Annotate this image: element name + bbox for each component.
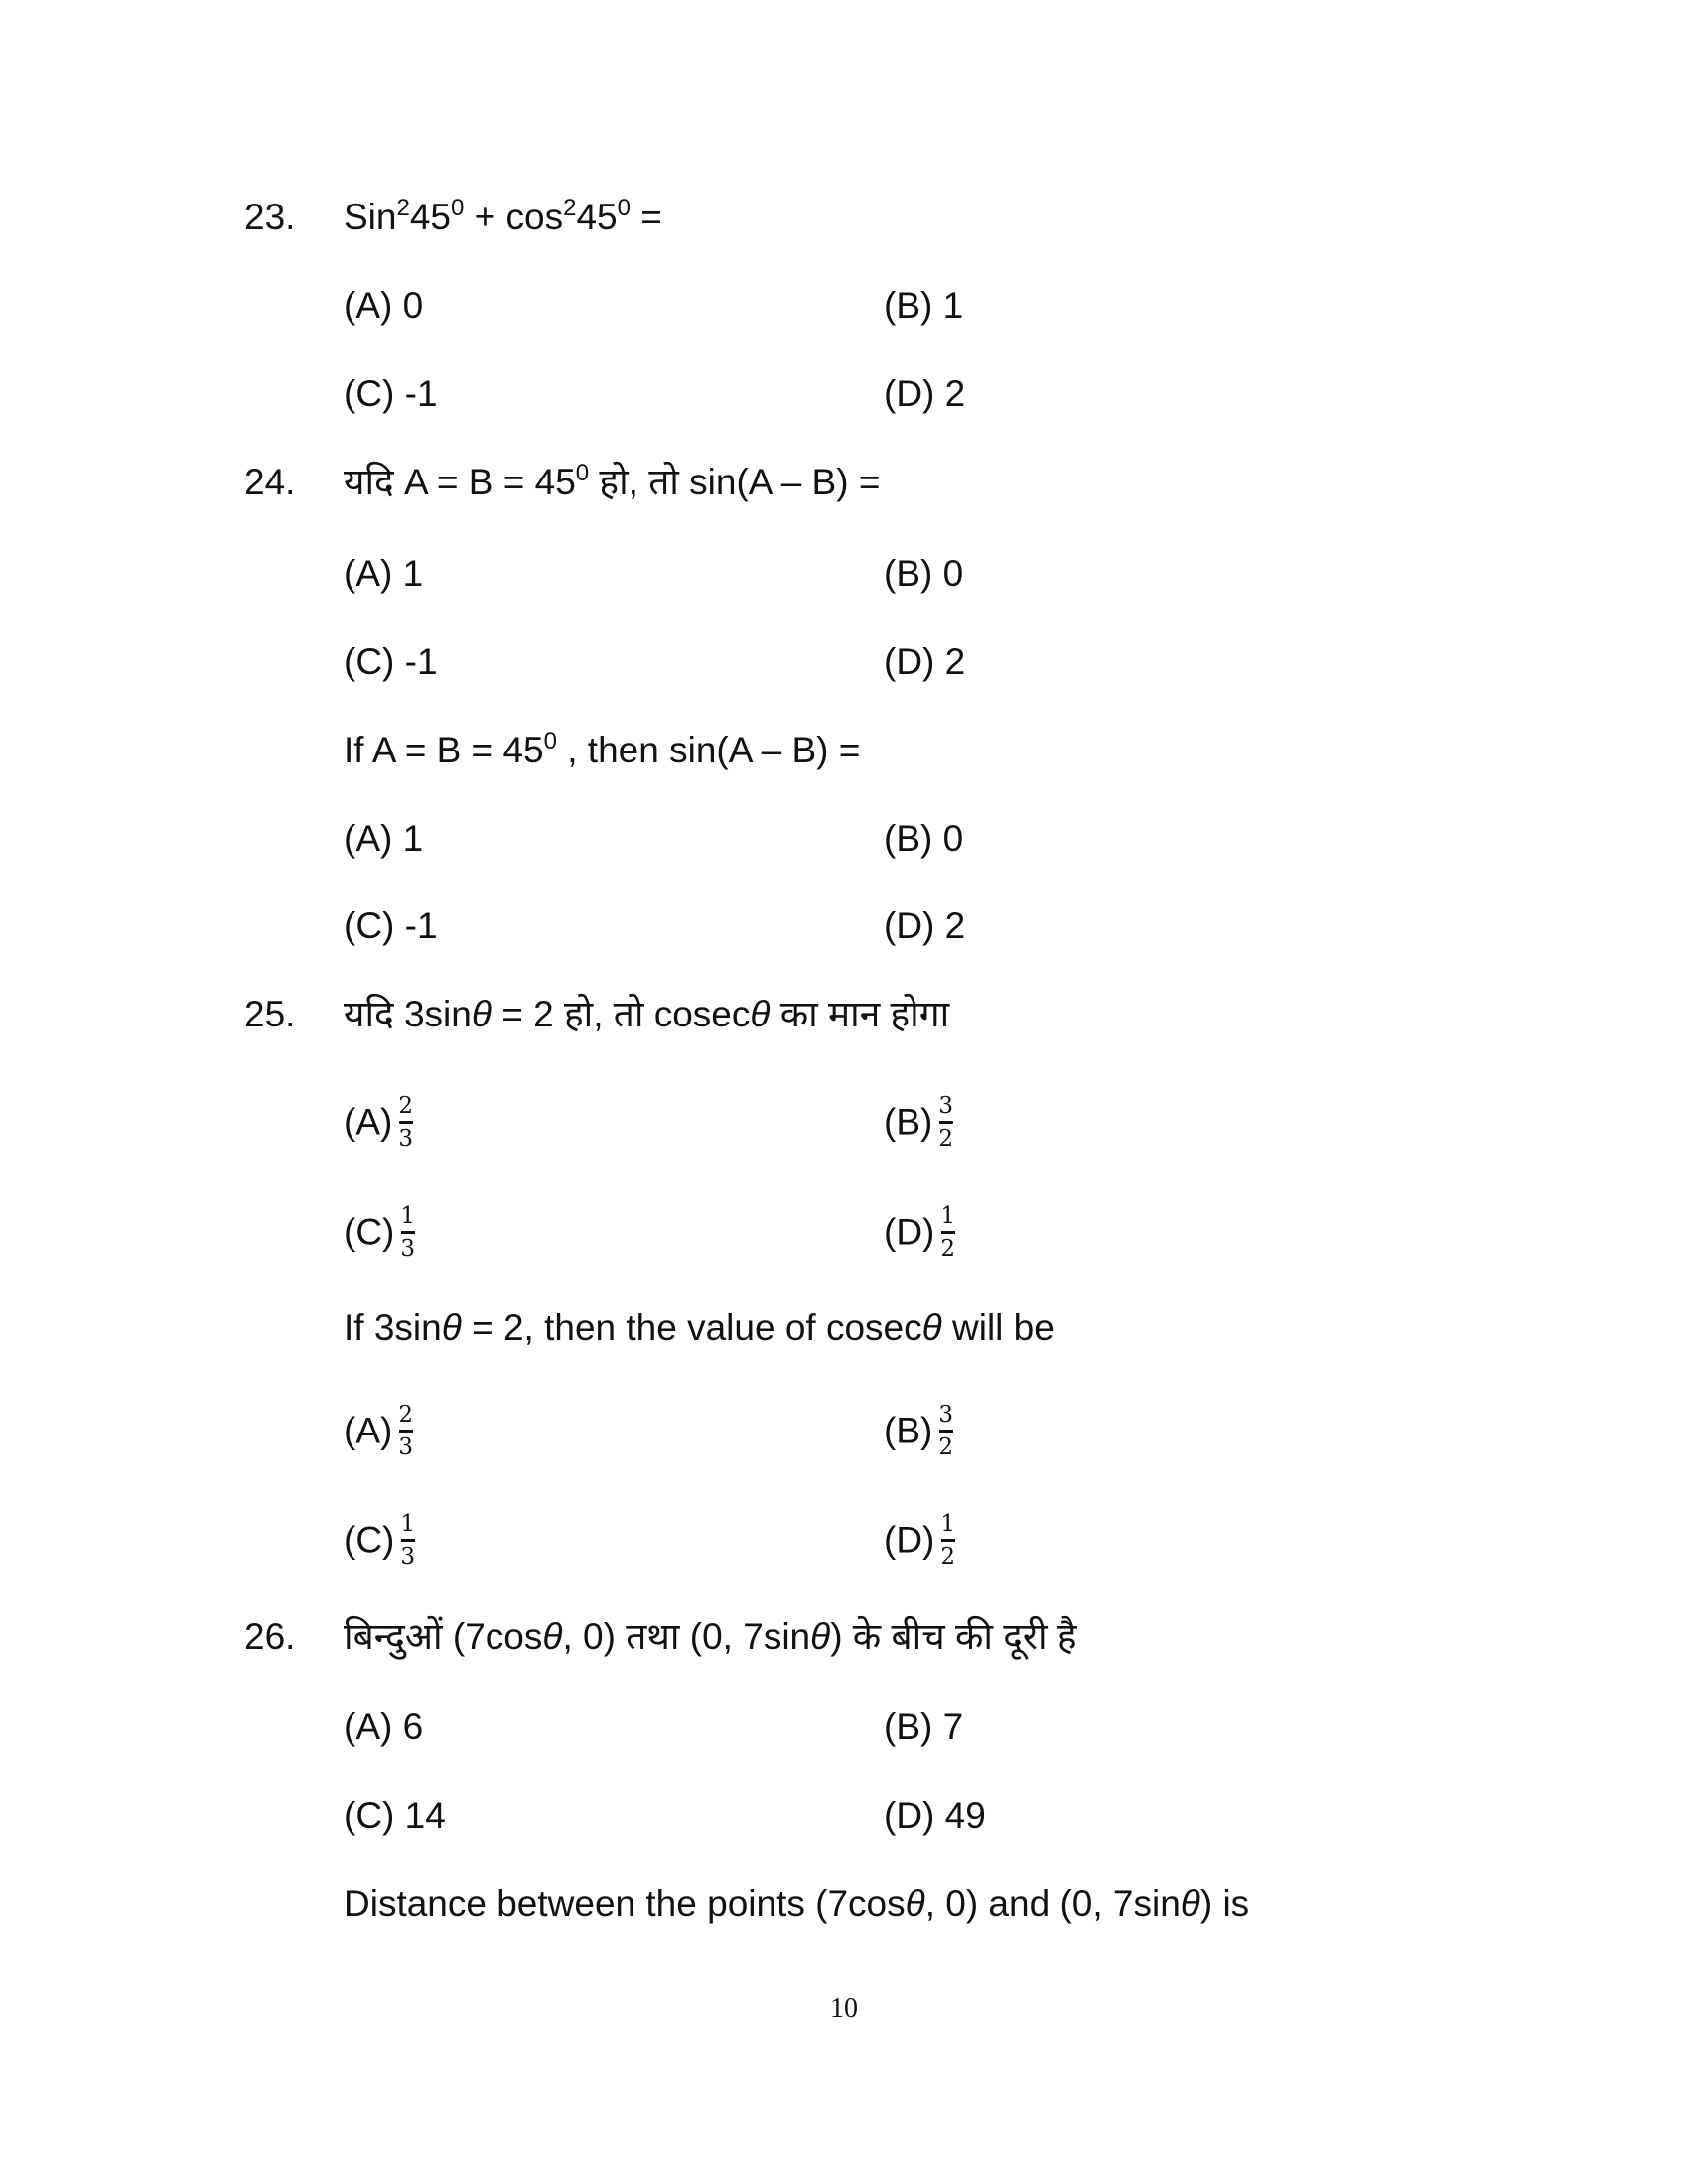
theta-symbol: θ — [905, 1883, 925, 1924]
option-a — [344, 1404, 413, 1462]
option-c: (C) -1 — [344, 373, 438, 414]
denominator: 3 — [400, 1236, 416, 1262]
text-part: If 3sin — [344, 1307, 442, 1348]
fraction — [938, 1093, 953, 1152]
option-a: (A) 6 — [344, 1706, 424, 1747]
text-part: + cos — [464, 197, 564, 237]
option-c: (C) -1 — [344, 905, 438, 946]
theta-symbol: θ — [542, 1616, 563, 1657]
option-b: (B) 7 — [884, 1706, 964, 1747]
option-b — [884, 1404, 953, 1462]
option-c — [344, 1513, 415, 1571]
denominator: 2 — [940, 1236, 956, 1262]
fraction — [400, 1511, 415, 1570]
fraction-bar — [941, 1539, 955, 1542]
option-b: (B) 0 — [884, 818, 964, 859]
theta-symbol: θ — [1180, 1883, 1200, 1924]
fraction-bar — [401, 1231, 415, 1234]
numerator: 1 — [400, 1203, 416, 1229]
superscript: 0 — [575, 460, 590, 486]
superscript: 2 — [396, 195, 410, 221]
text-part: 45 — [576, 197, 618, 237]
fraction — [938, 1402, 953, 1460]
text-part: ) is — [1199, 1883, 1250, 1924]
option-d: (D) 49 — [884, 1795, 986, 1836]
option-label: (C) — [344, 1519, 395, 1561]
denominator: 3 — [398, 1126, 413, 1152]
option-d: (D) 2 — [884, 641, 966, 682]
denominator: 2 — [940, 1544, 956, 1570]
text-part: , 0) and (0, 7sin — [924, 1883, 1181, 1924]
option-d: (D) 2 — [884, 373, 966, 414]
option-c: (C) 14 — [344, 1795, 446, 1836]
option-label: (A) — [344, 1410, 393, 1451]
option-d — [884, 1513, 955, 1571]
question-number: 23. — [244, 197, 296, 237]
numerator: 3 — [938, 1093, 953, 1119]
numerator: 2 — [398, 1093, 413, 1119]
option-label: (D) — [884, 1519, 935, 1561]
question-number: 25. — [244, 994, 296, 1034]
fraction-bar — [939, 1121, 953, 1124]
option-label: (B) — [884, 1101, 933, 1143]
fraction — [398, 1093, 413, 1152]
question-number: 24. — [244, 462, 296, 502]
numerator: 2 — [398, 1402, 413, 1428]
text-part: , then sin(A – B) = — [556, 730, 861, 770]
question-number: 26. — [244, 1616, 296, 1657]
numerator: 1 — [400, 1511, 416, 1537]
text-part: यदि 3sin — [344, 994, 472, 1034]
text-part: , 0) तथा (0, 7sin — [562, 1616, 811, 1657]
theta-symbol: θ — [471, 994, 492, 1034]
numerator: 3 — [938, 1402, 953, 1428]
fraction-bar — [399, 1121, 413, 1124]
text-part: = 2 हो, तो cosec — [491, 994, 751, 1034]
text-part: हो, तो sin(A – B) = — [589, 462, 881, 502]
question-text-hindi — [344, 1615, 1077, 1659]
option-a: (A) 0 — [344, 285, 424, 326]
numerator: 1 — [940, 1511, 956, 1537]
denominator: 3 — [400, 1544, 416, 1570]
numerator: 1 — [940, 1203, 956, 1229]
question-text-english — [344, 1306, 1055, 1350]
fraction — [400, 1203, 415, 1262]
text-part: यदि A = B = 45 — [344, 462, 576, 502]
question-text — [344, 196, 662, 244]
text-part: = — [630, 197, 662, 237]
superscript: 0 — [617, 195, 631, 221]
option-a: (A) 1 — [344, 818, 424, 859]
text-part: ) के बीच की दूरी है — [830, 1616, 1077, 1657]
question-text-hindi — [344, 993, 949, 1036]
theta-symbol: θ — [750, 994, 771, 1034]
option-a — [344, 1095, 413, 1154]
fraction — [940, 1203, 955, 1262]
option-label: (B) — [884, 1410, 933, 1451]
superscript: 2 — [563, 195, 577, 221]
text-part: Sin — [344, 197, 397, 237]
fraction-bar — [399, 1430, 413, 1433]
text-part: = 2, then the value of cosec — [461, 1307, 922, 1348]
option-b: (B) 0 — [884, 553, 964, 594]
option-label: (A) — [344, 1101, 393, 1143]
theta-symbol: θ — [921, 1307, 942, 1348]
question-text-english — [344, 729, 860, 777]
denominator: 2 — [938, 1434, 953, 1460]
option-b: (B) 1 — [884, 285, 964, 326]
theta-symbol: θ — [441, 1307, 462, 1348]
fraction-bar — [939, 1430, 953, 1433]
text-part: 45 — [409, 197, 451, 237]
option-c: (C) -1 — [344, 641, 438, 682]
question-text-hindi — [344, 461, 880, 509]
text-part: If A = B = 45 — [344, 730, 544, 770]
fraction-bar — [401, 1539, 415, 1542]
denominator: 2 — [938, 1126, 953, 1152]
theta-symbol: θ — [810, 1616, 831, 1657]
superscript: 0 — [543, 728, 557, 754]
option-b — [884, 1095, 953, 1154]
option-d — [884, 1205, 955, 1264]
superscript: 0 — [451, 195, 465, 221]
text-part: Distance between the points (7cos — [344, 1883, 906, 1924]
text-part: बिन्दुओं (7cos — [344, 1616, 543, 1657]
option-label: (C) — [344, 1211, 395, 1253]
text-part: का मान होगा — [770, 994, 950, 1034]
option-c — [344, 1205, 415, 1264]
fraction — [940, 1511, 955, 1570]
fraction — [398, 1402, 413, 1460]
fraction-bar — [941, 1231, 955, 1234]
denominator: 3 — [398, 1434, 413, 1460]
text-part: will be — [941, 1307, 1055, 1348]
option-a: (A) 1 — [344, 553, 424, 594]
question-text-english — [344, 1882, 1249, 1926]
page-number: 10 — [830, 1993, 858, 2024]
option-label: (D) — [884, 1211, 935, 1253]
option-d: (D) 2 — [884, 905, 966, 946]
